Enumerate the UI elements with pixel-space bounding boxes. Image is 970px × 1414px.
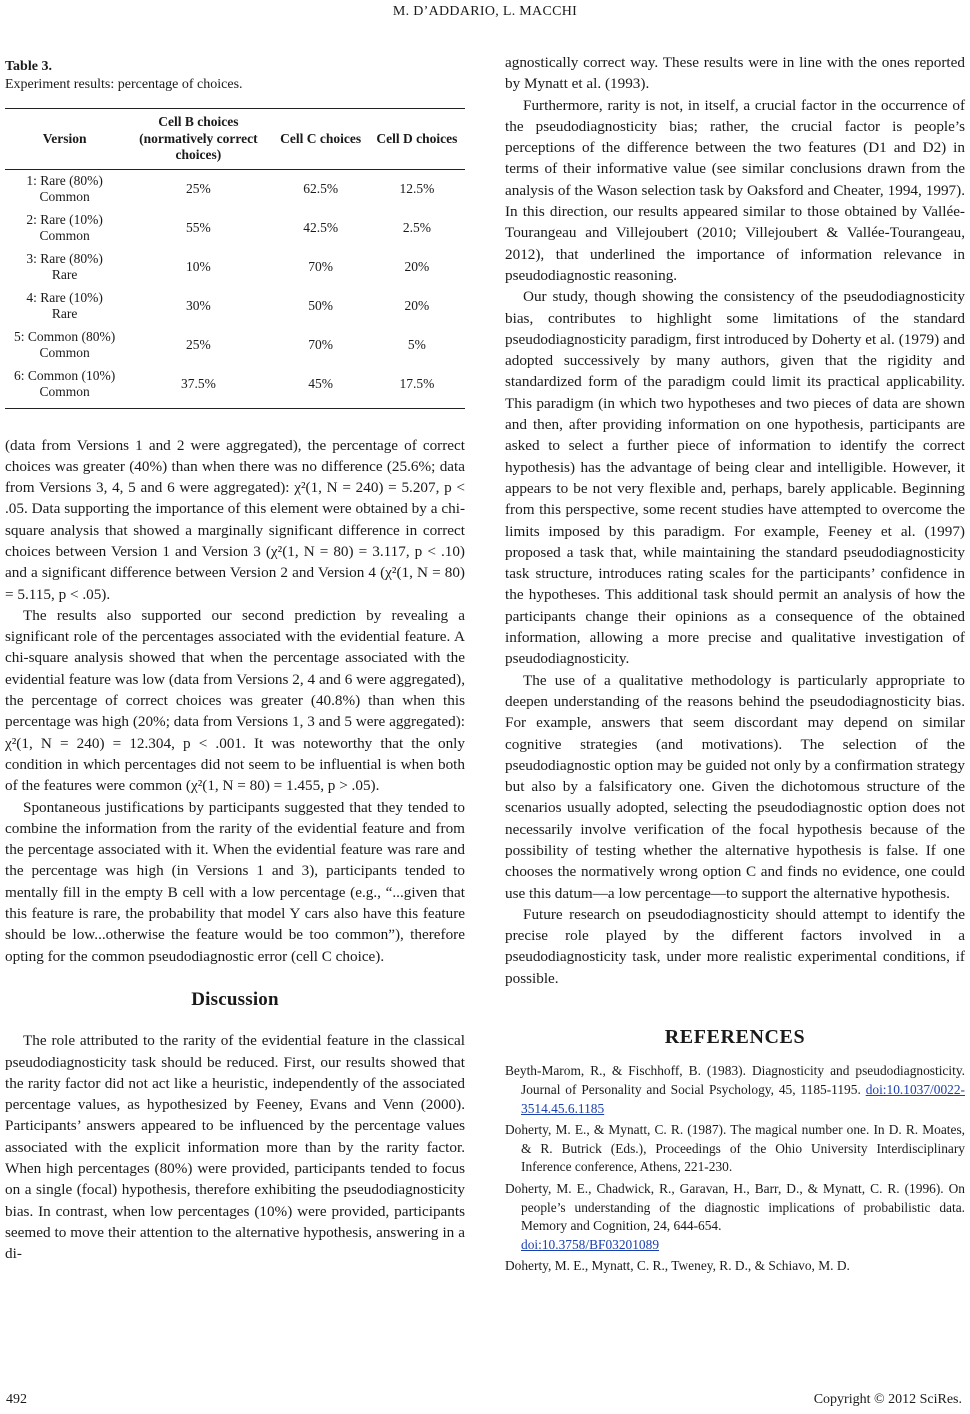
table-row [5, 169, 465, 209]
page-number: 492 [6, 1392, 27, 1407]
version-cell: 6: Common (10%) Common [5, 365, 124, 409]
cell-b-value: 30% [186, 297, 211, 313]
cell-c-value: 70% [308, 258, 334, 274]
results-table [5, 108, 465, 409]
cell-b-value: 55% [186, 219, 211, 235]
version-cell: 5: Common (80%) Common [13, 328, 116, 360]
table-title: Table 3. [5, 59, 52, 74]
cell-d-value: 20% [404, 258, 430, 274]
cell-c-value: 42.5% [303, 219, 339, 235]
cell-d-value: 12.5% [399, 180, 435, 196]
cell-b-value: 25% [186, 180, 211, 196]
version-cell: 3: Rare (80%) Rare [26, 250, 103, 282]
reference-doi-link[interactable]: doi:10.3758/BF03201089 [521, 1236, 660, 1252]
col-header-version: Version [5, 109, 124, 170]
running-head: M. D’ADDARIO, L. MACCHI [392, 4, 578, 19]
table-caption: Experiment results: percentage of choices. [5, 77, 243, 92]
discussion-paragraph-4: Our study, though showing the consistency of the pseudodiagnosticity bias, contributes to highlight some limitations of the standard pseudodiagnosticity paradigm, first introduced by Doherty et al. (1979) and adopted successively by many authors, given that the rigidity and standardized form of the paradigm could limit its practical applicability. This paradigm (in which two hypotheses and two pieces of data are shown and then, after providing information on one hypothesis, participants are asked to select a further piece of information to identify the correct hypothesis) has the advantage of being clear and intelligible. However, it appears to be not very flexible and, perhaps, barely applicable. Beginning from this perspective, some recent studies have attempted to overcome the limits imposed by this paradigm. For example, Feeney et al. (1997) proposed a task that, while maintaining the standard pseudodiagnosticity task structure, introduces rating scales for the participants’ confidence in the hypotheses. This additional task should permit an analysis of how the participants change their opinions as a consequence of the obtained information, allowing a more precise and qualitative investigation of pseudodiagnosticity. [505, 288, 965, 668]
table-row [5, 326, 465, 365]
right-column [505, 52, 965, 1279]
table-row [5, 287, 465, 326]
results-paragraph-3: Spontaneous justifications by participants suggested that they tended to combine the information from the rarity of the evidential feature and from the percentage associated with it. When the evidential feature was rare and the percentage was high (in Versions 1 and 3), participants tended to mentally fill in the empty B cell with a low percentage (e.g., “...given that this feature is rare, the probability that model Y cars also have this feature should be low...otherwise the feature would be too common”), therefore opting for the common pseudodiagnostic error (cell C choice). [5, 798, 465, 965]
reference-item: Doherty, M. E., Mynatt, C. R., Tweney, R. D., & Schiavo, M. D. [505, 1258, 850, 1274]
cell-c-value: 45% [273, 365, 369, 409]
cell-b-value: 37.5% [124, 365, 272, 409]
col-header-cell-b: Cell B choices (normatively correct choices) [124, 109, 272, 170]
col-header-cell-d: Cell D choices [369, 109, 465, 170]
version-cell: 4: Rare (10%) Rare [26, 289, 103, 321]
reference-item: Doherty, M. E., & Mynatt, C. R. (1987). The magical number one. In D. R. Moates, & R. Butrick (Eds.), Proceedings of the Ohio University Interdisciplinary Inference conference, Athens, 221-230. [505, 1122, 965, 1175]
table-row [5, 209, 465, 248]
cell-b-value: 25% [186, 336, 211, 352]
discussion-paragraph-6: Future research on pseudodiagnosticity should attempt to identify the precise role played by the different factors involved in a pseudodiagnosticity task, under more realistic experimental conditions, if possible. [505, 905, 965, 987]
version-cell: 1: Rare (80%) Common [26, 172, 103, 204]
discussion-paragraph-5: The use of a qualitative methodology is particularly appropriate to deepen understanding of the reasons behind the pseudodiagnosticity bias. For example, answers that seem discordant may depend on similar cognitive strategies (and motivations). The selection of the pseudodiagnostic option may be guided not only by a confirmation strategy but also by a falsificatory one. Given the dichotomous structure of the scenarios usually adopted, selecting the pseudodiagnostic option does not necessarily involve verification of the focal hypothesis because of the possibility of testing whether the alternative hypothesis is false. If one chooses the normatively wrong option C and finds no evidence, one could use this datum—a low percentage—to support the alternative hypothesis. [505, 671, 965, 902]
copyright-notice: Copyright © 2012 SciRes. [813, 1392, 962, 1407]
table-header-row [5, 109, 465, 170]
version-cell: 2: Rare (10%) Common [26, 211, 103, 243]
col-header-cell-c: Cell C choices [273, 109, 369, 170]
results-paragraph-2: The results also supported our second prediction by revealing a significant role of the percentages associated with the evidential feature. A chi-square analysis showed that when the percentage associated with the evidential feature was low (data from Versions 2, 4 and 6 were aggregated), the percentage of correct choices was greater (40.8%) than when this percentage was high (20%; data from Versions 1, 3 and 5 were aggregated): χ²(1, N = 240) = 12.304, p < .001. It was noteworthy that the only condition in which percentages did not seem to be influential is when both of the features were common (χ²(1, N = 80) = 1.455, p > .05). [5, 606, 465, 795]
discussion-paragraph-2: agnostically correct way. These results were in line with the ones reported by Mynatt et al. (1993). [505, 54, 965, 93]
references-heading: REFERENCES [664, 1026, 806, 1049]
cell-c-value: 62.5% [303, 180, 339, 196]
reference-doi-link[interactable]: doi:10.1037/0022-3514.45.6.1185 [521, 1081, 965, 1116]
cell-c-value: 70% [308, 336, 334, 352]
cell-d-value: 17.5% [369, 365, 465, 409]
reference-item: Beyth-Marom, R., & Fischhoff, B. (1983). Diagnosticity and pseudodiagnosticity. Journal of Personality and Social Psychology, 45, 1185-1195. doi:10.1037/0022-3514.45.6.1185 [505, 1063, 965, 1116]
cell-c-value: 50% [308, 297, 334, 313]
cell-d-value: 20% [404, 297, 430, 313]
discussion-heading: Discussion [191, 988, 279, 1010]
cell-d-value: 2.5% [402, 219, 431, 235]
cell-b-value: 10% [186, 258, 211, 274]
results-paragraph-1: (data from Versions 1 and 2 were aggregated), the percentage of correct choices was greater (40%) than when there was no difference (25.6%; data from Versions 3, 4, 5 and 6 were aggregated): χ²(1, N = 240) = 5.207, p < .05. Data supporting the importance of this element were obtained by a chi-square analysis that showed a marginally significant difference in correct choices between Version 1 and Version 3 (χ²(1, N = 80) = 3.117, p < .10) and a significant difference between Version 2 and Version 4 (χ²(1, N = 80) = 5.115, p < .05). [5, 436, 465, 603]
left-column [5, 48, 465, 1264]
discussion-paragraph-3: Furthermore, rarity is not, in itself, a crucial factor in the occurrence of the pseudodiagnosticity bias; rather, the crucial factor is people’s perceptions of the difference between the two features (D1 and D2) in terms of their informative value (see similar conclusions drawn from the analysis of the Wason selection task by Oaksford and Cheater, 1994, 1997). In this direction, our results appeared similar to those obtained by Vallée-Tourangeau and Villejoubert (2010; Villejoubert & Vallée-Tourangeau, 2012), that underlined the importance of information relevance in pseudodiagnostic reasoning. [505, 96, 965, 284]
reference-item: Doherty, M. E., Chadwick, R., Garavan, H., Barr, D., & Mynatt, C. R. (1996). On people’s understanding of the diagnostic implications of probabilistic data. Memory and Cognition, 24, 644-654. doi:10.3758/BF03201089 [505, 1180, 965, 1252]
table-row [5, 248, 465, 287]
table-row [5, 365, 465, 409]
discussion-paragraph-1: The role attributed to the rarity of the evidential feature in the classical pseudodiagnosticity task should be reduced. First, our results showed that the rarity factor did not act like a heuristic, independently of the associated percentage values, as hypothesized by Feeney, Evans and Venn (2000). Participants’ answers appeared to be influenced by the percentage values associated with the explicit information more than by the rarity factor. When high percentages (80%) were provided, participants tended to focus on a single (focal) hypothesis, therefore exhibiting the pseudodiagnosticity bias. In contrast, when low percentages (10%) were provided, participants seemed to move their attention to the alternative hypothesis, answering in a di- [5, 1032, 465, 1263]
cell-d-value: 5% [407, 336, 426, 352]
